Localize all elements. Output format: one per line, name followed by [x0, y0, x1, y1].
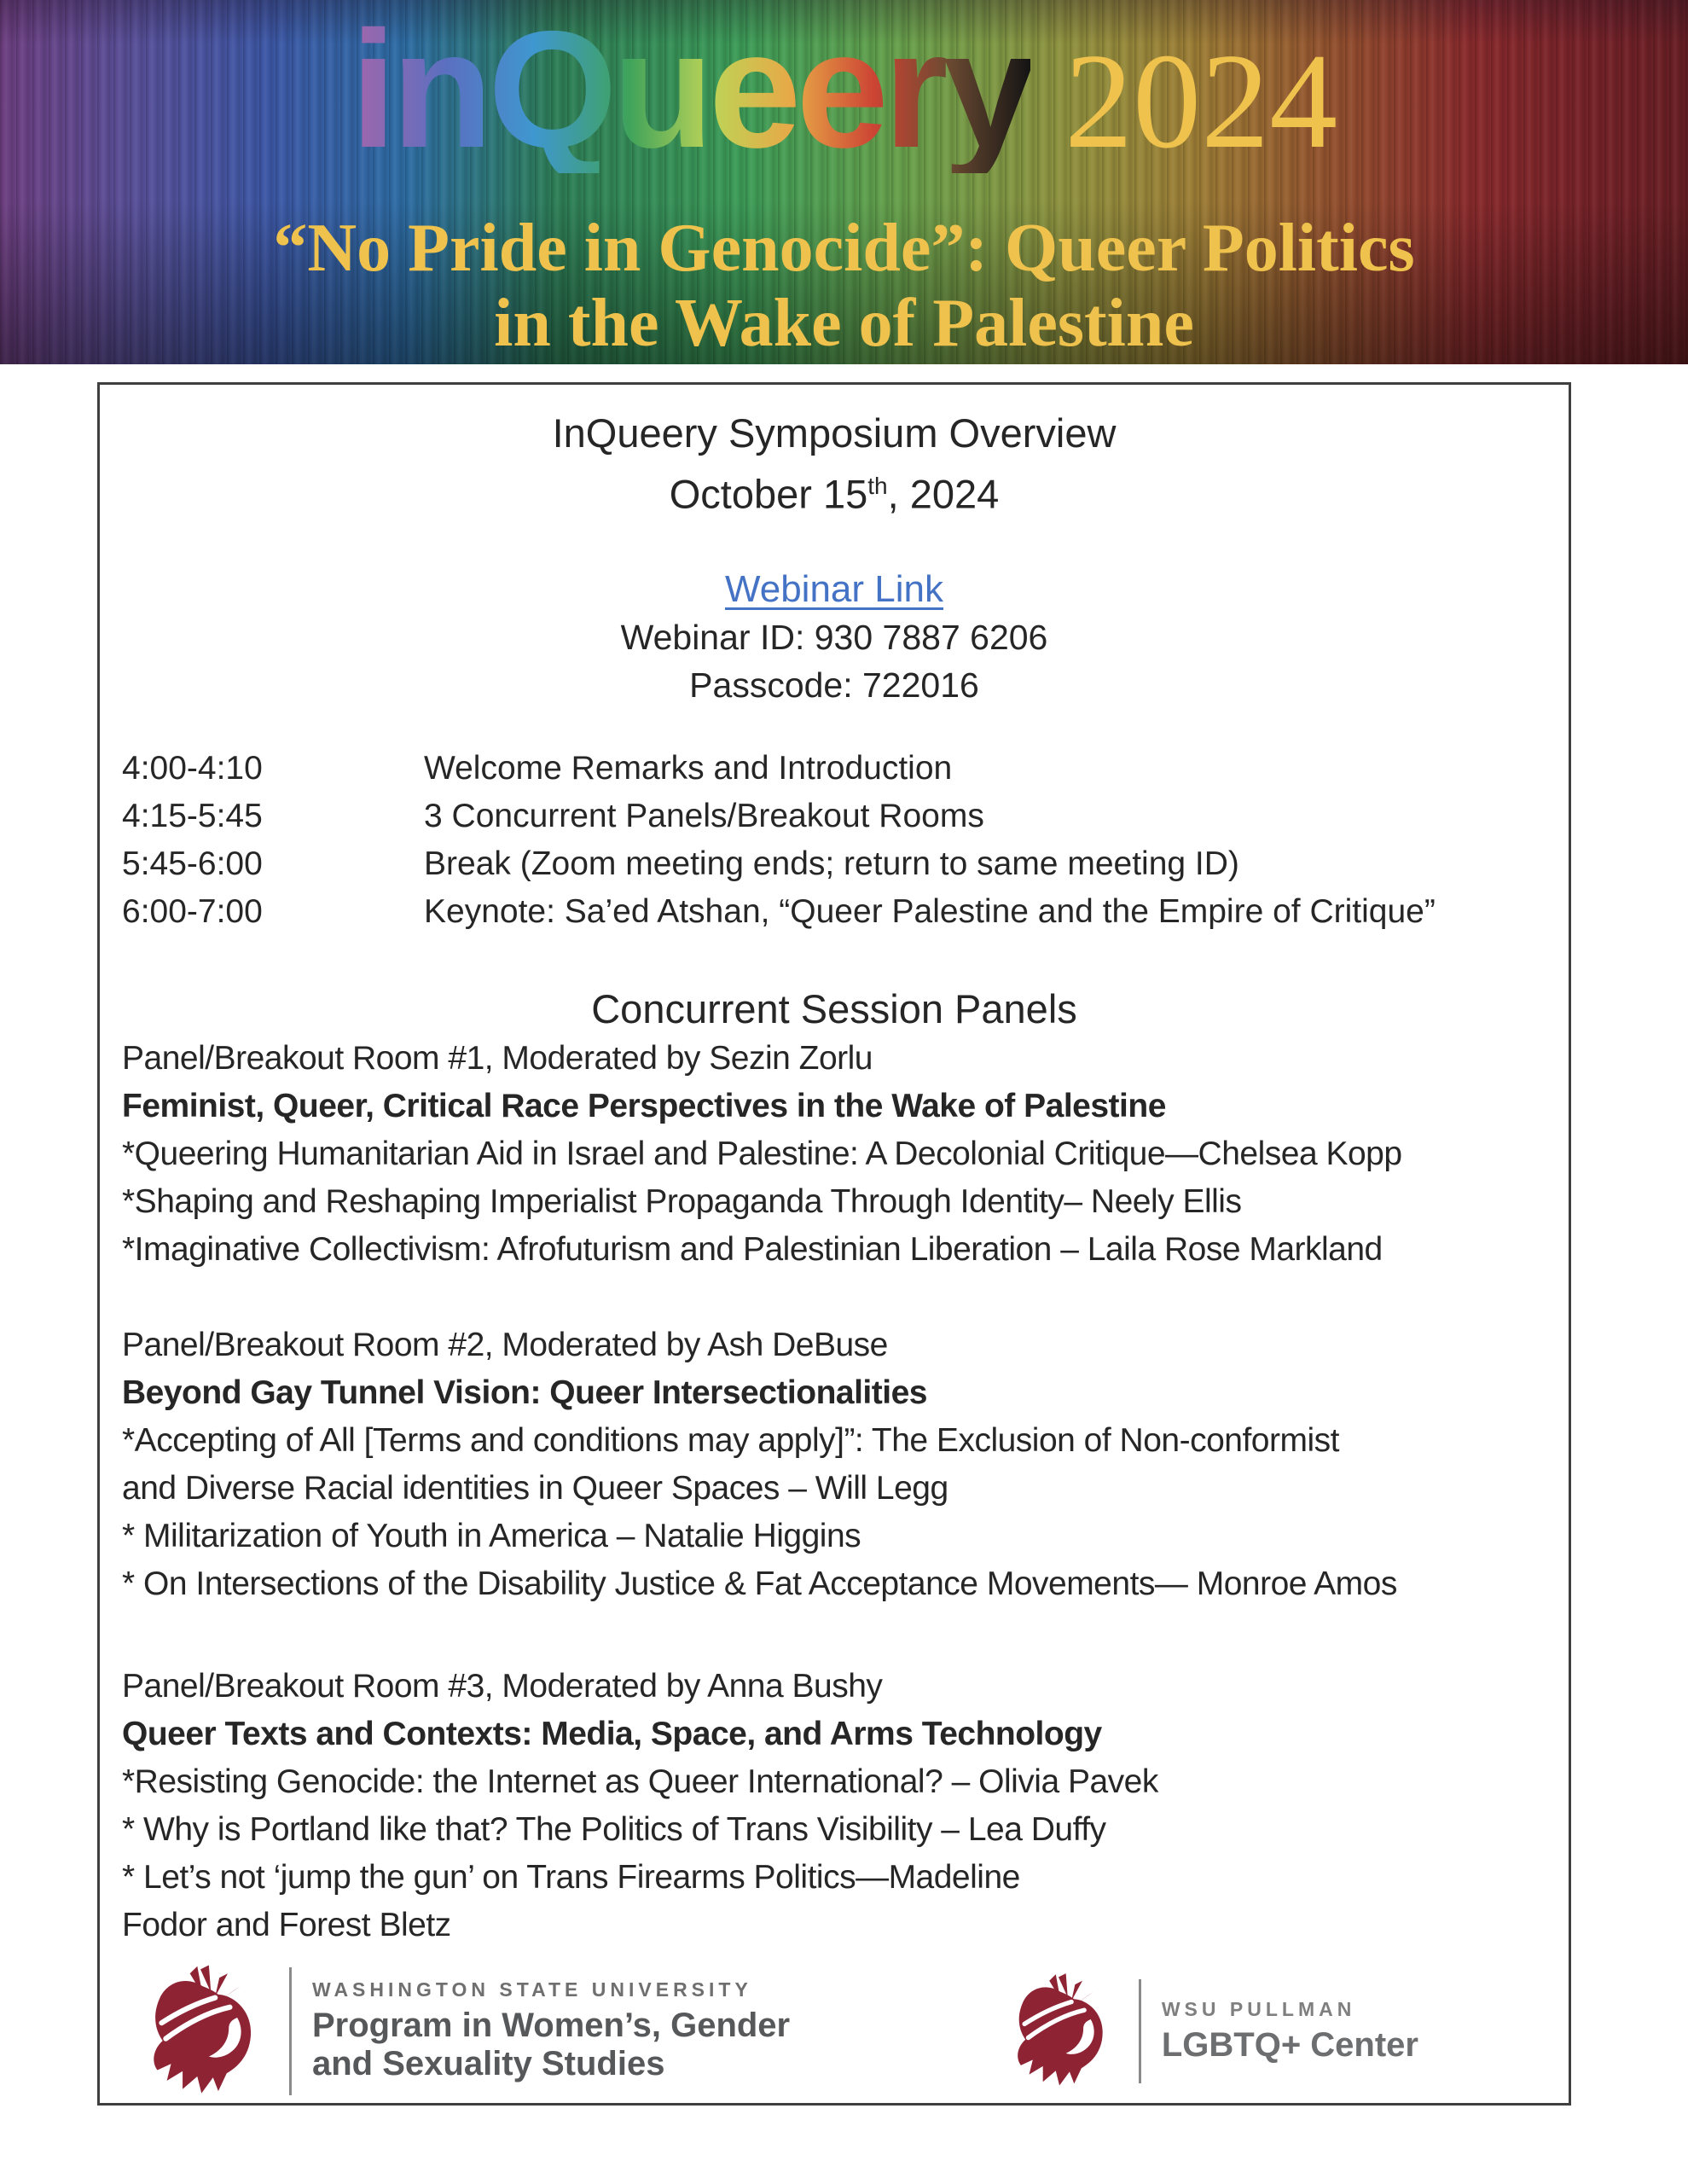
panels-heading: Concurrent Session Panels	[591, 985, 1077, 1031]
footer-divider	[289, 1967, 292, 2095]
panel-line: *Accepting of All [Terms and conditions may apply]”: The Exclusion of Non-conformist	[122, 1421, 1339, 1459]
symposium-overview-box	[97, 382, 1571, 2106]
banner-title	[273, 211, 1414, 361]
date-suffix: , 2024	[887, 471, 1000, 517]
schedule-time: 4:15-5:45	[122, 797, 263, 834]
date-superscript: th	[867, 473, 888, 499]
panel-line: *Shaping and Reshaping Imperialist Propaganda Through Identity– Neely Ellis	[122, 1182, 1242, 1220]
date-line	[122, 460, 1546, 521]
schedule-row	[122, 745, 1546, 793]
panel-groups	[122, 1035, 1546, 1949]
logo-year: 2024	[1064, 25, 1338, 177]
schedule-time: 4:00-4:10	[122, 749, 263, 787]
panel-line: * Militarization of Youth in America – Natalie Higgins	[122, 1517, 861, 1554]
panel-moderator-line: Panel/Breakout Room #1, Moderated by Sezin Zorlu	[122, 1039, 873, 1077]
panel-line: *Imaginative Collectivism: Afrofuturism and Palestinian Liberation – Laila Rose Markland	[122, 1230, 1383, 1268]
lgbtq-center-logo-group	[999, 1972, 1418, 2091]
panel-title: Feminist, Queer, Critical Race Perspectives in the Wake of Palestine	[122, 1087, 1166, 1124]
wgss-program-line2: and Sexuality Studies	[312, 2045, 665, 2083]
panel-title: Queer Texts and Contexts: Media, Space, and Arms Technology	[122, 1715, 1102, 1752]
panel-line: *Queering Humanitarian Aid in Israel and Palestine: A Decolonial Critique—Chelsea Kopp	[122, 1135, 1402, 1172]
panel-moderator-line: Panel/Breakout Room #3, Moderated by Anna Bushy	[122, 1667, 883, 1705]
panel-line: * Let’s not ‘jump the gun’ on Trans Firearms Politics—Madeline	[122, 1858, 1020, 1896]
wgss-program-line1: Program in Women’s, Gender	[312, 2007, 791, 2045]
banner-title-line1: “No Pride in Genocide”: Queer Politics	[273, 211, 1415, 286]
schedule-desc: Welcome Remarks and Introduction	[424, 749, 953, 787]
logo-row	[350, 0, 1338, 183]
panel-title: Beyond Gay Tunnel Vision: Queer Intersectionalities	[122, 1374, 927, 1411]
webinar-id: Webinar ID: 930 7887 6206	[620, 617, 1048, 657]
wsu-wgss-logo-group	[132, 1963, 790, 2100]
wsu-name: WASHINGTON STATE UNIVERSITY	[312, 1978, 752, 2001]
schedule-row	[122, 888, 1546, 936]
schedule-desc: Break (Zoom meeting ends; return to same meeting ID)	[424, 845, 1239, 882]
webinar-block	[122, 566, 1546, 613]
panel-line: *Resisting Genocide: the Internet as Queer International? – Olivia Pavek	[122, 1763, 1158, 1800]
panel-group	[122, 1663, 1546, 1949]
footer-divider	[1139, 1979, 1141, 2083]
schedule-time: 6:00-7:00	[122, 892, 263, 930]
banner-title-line2: in the Wake of Palestine	[494, 286, 1194, 361]
date-prefix: October 15	[669, 471, 868, 517]
schedule	[122, 745, 1546, 936]
panel-line: * On Intersections of the Disability Justice & Fat Acceptance Movements— Monroe Amos	[122, 1565, 1397, 1602]
panel-moderator-line: Panel/Breakout Room #2, Moderated by Ash DeBuse	[122, 1326, 888, 1363]
panel-group	[122, 1035, 1546, 1274]
schedule-time: 5:45-6:00	[122, 845, 263, 882]
rainbow-banner	[0, 0, 1688, 364]
footer	[122, 1963, 1546, 2100]
schedule-desc: 3 Concurrent Panels/Breakout Rooms	[424, 797, 984, 834]
schedule-desc: Keynote: Sa’ed Atshan, “Queer Palestine and the Empire of Critique”	[424, 892, 1436, 930]
schedule-row	[122, 793, 1546, 840]
panel-line: * Why is Portland like that? The Politics of Trans Visibility – Lea Duffy	[122, 1810, 1106, 1848]
panel-group	[122, 1321, 1546, 1608]
schedule-row	[122, 840, 1546, 888]
lgbtq-center-name: LGBTQ+ Center	[1161, 2025, 1418, 2064]
panel-line: and Diverse Racial identities in Queer Spaces – Will Legg	[122, 1469, 948, 1507]
wsu-cougar-icon	[132, 1963, 269, 2100]
inqueery-logo: inQueery	[350, 0, 1031, 183]
overview-heading: InQueery Symposium Overview	[552, 410, 1117, 456]
webinar-link[interactable]: Webinar Link	[725, 567, 943, 610]
panel-line: Fodor and Forest Bletz	[122, 1906, 451, 1943]
webinar-passcode: Passcode: 722016	[689, 665, 979, 705]
wsu-pullman-name: WSU PULLMAN	[1161, 1997, 1356, 2020]
wsu-cougar-icon	[999, 1972, 1118, 2091]
